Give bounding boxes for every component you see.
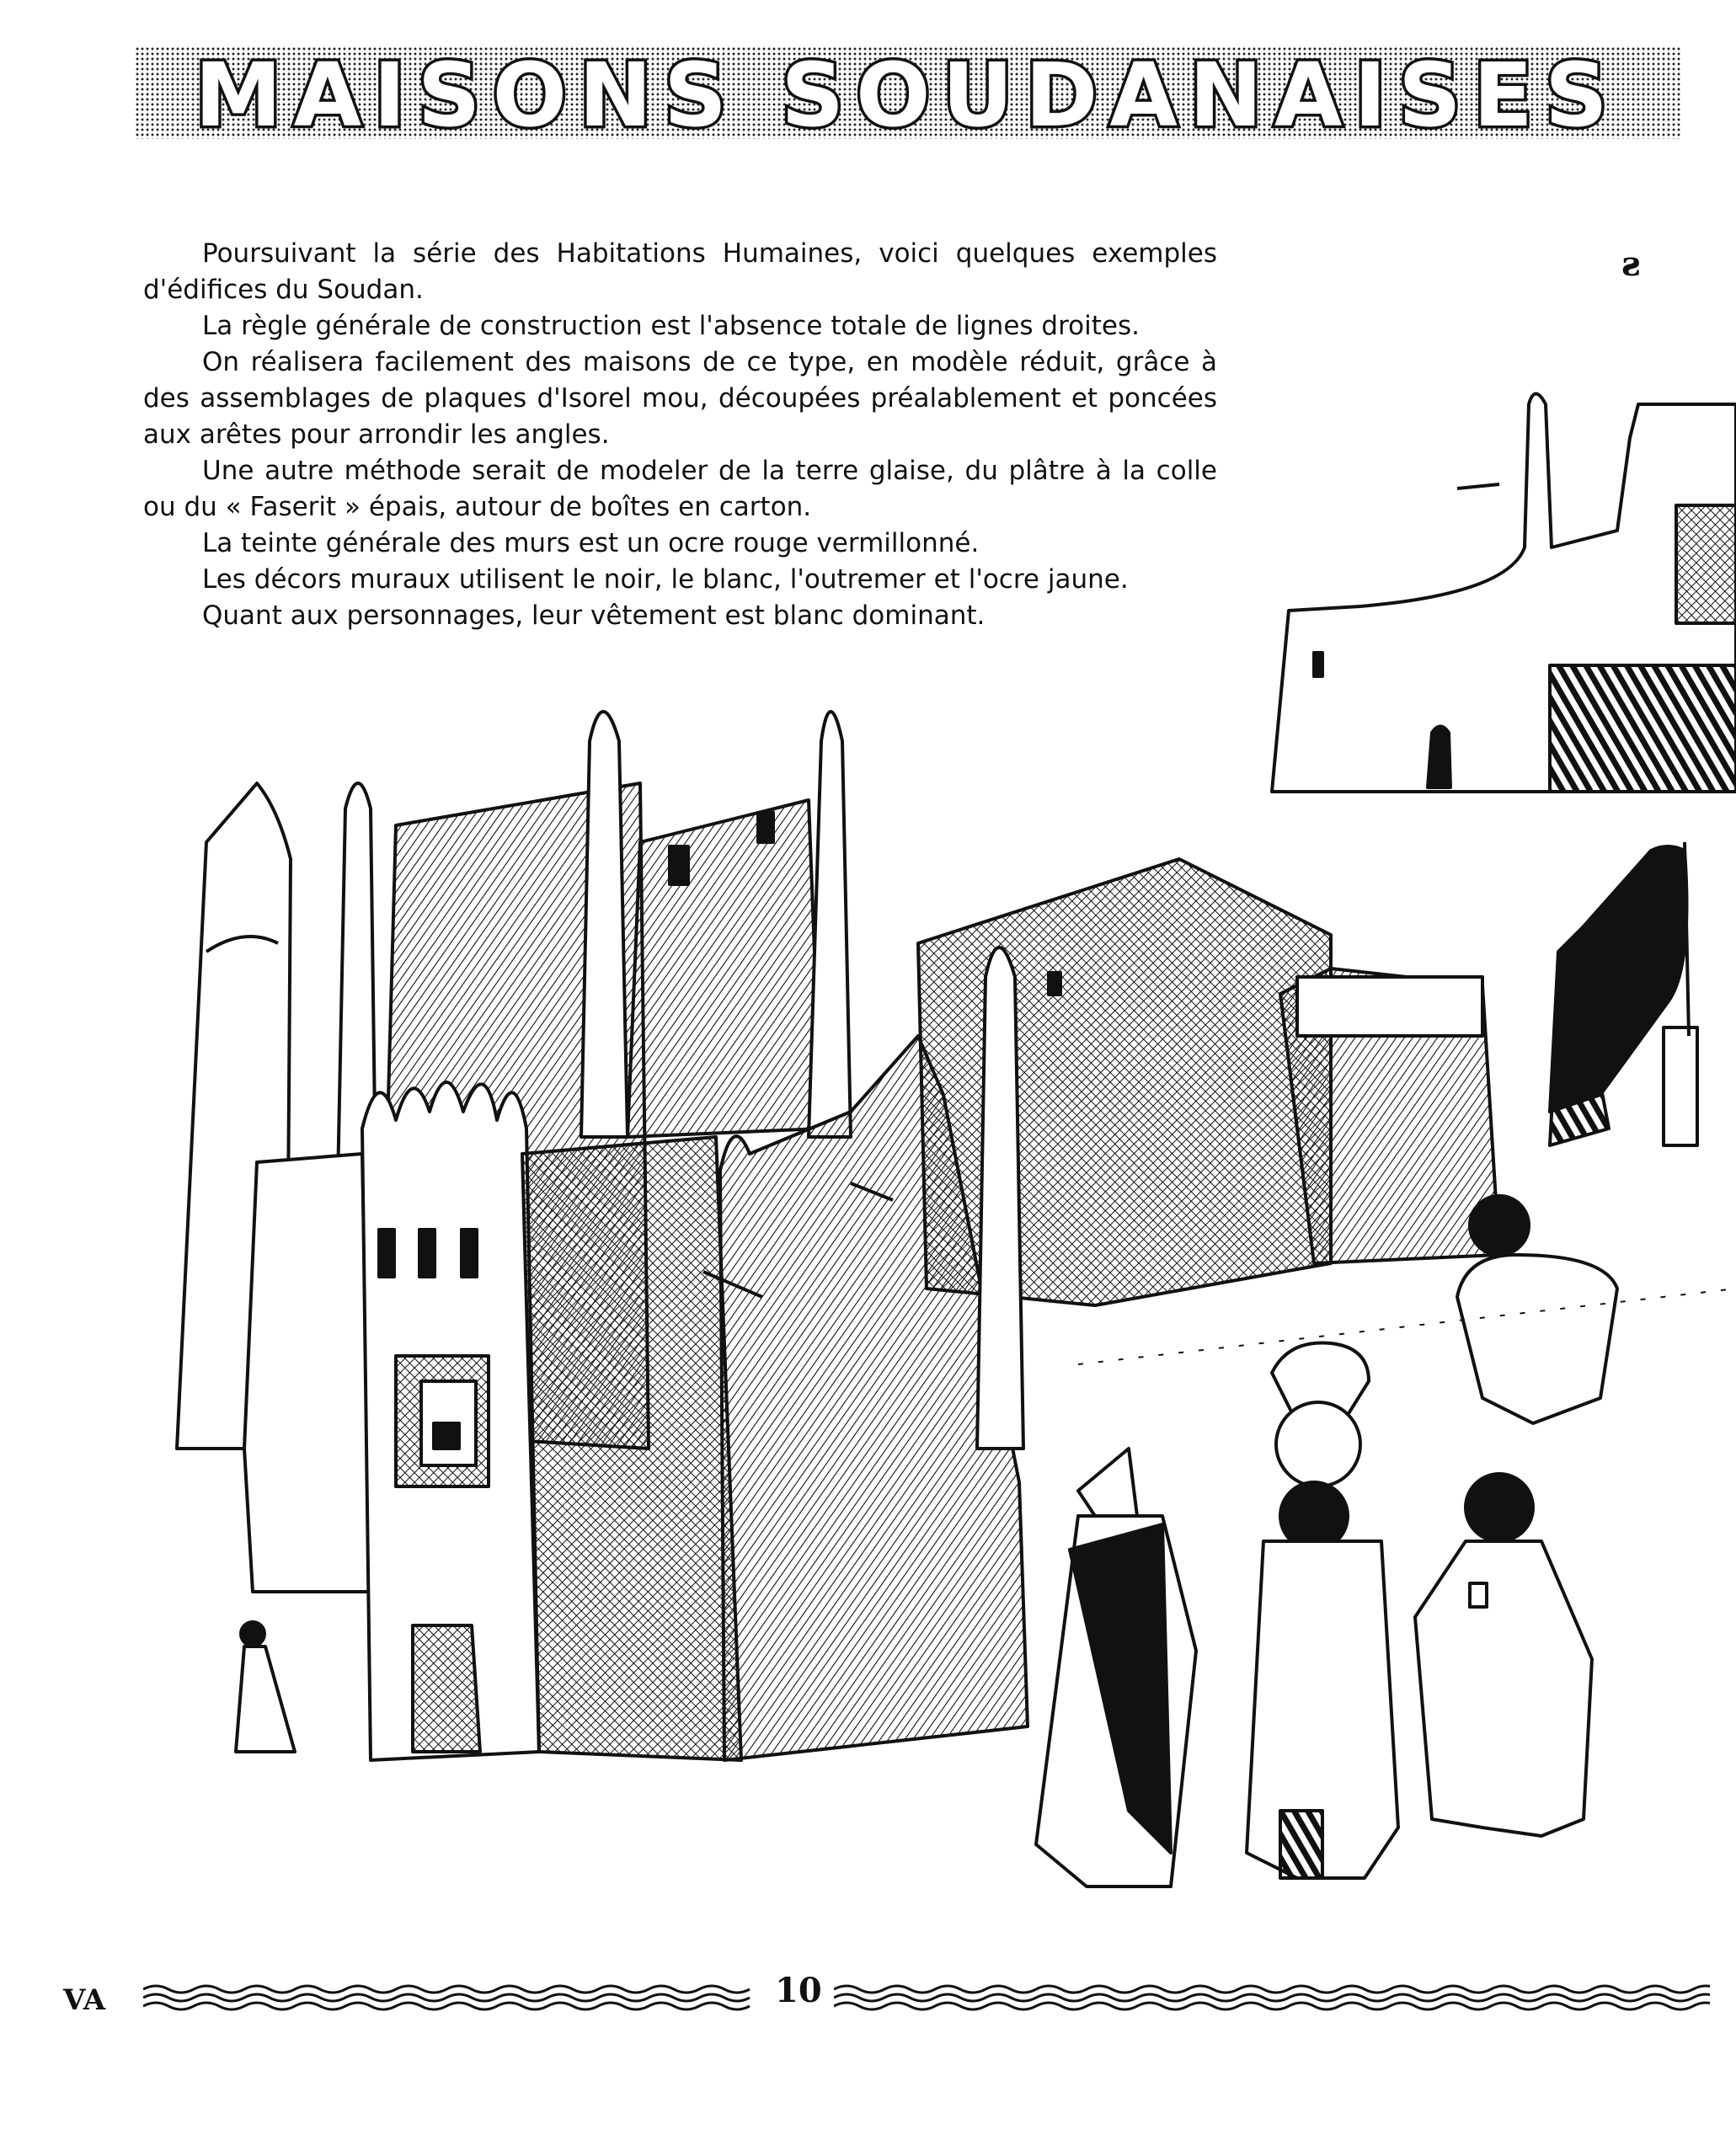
footer-left-mark: VA xyxy=(63,1983,106,2017)
paragraph: Les décors muraux utilisent le noir, le blanc, l'outremer et l'ocre jaune. xyxy=(202,564,1129,595)
paragraph: On réalisera facilement des maisons de ce type, en modèle réduit, grâce à des assemblages de plaques d'Isorel mou, découpées préalablement et poncées aux arêtes pour arrondir les angles. xyxy=(143,347,1217,450)
small-figure-left xyxy=(236,1622,295,1752)
figure-water-carrier xyxy=(1247,1342,1398,1878)
footer-wave-left xyxy=(143,1981,758,2015)
page-number: 10 xyxy=(775,1971,822,2010)
paragraph: La règle générale de construction est l'absence totale de lignes droites. xyxy=(202,311,1140,341)
figure-white-robe xyxy=(1415,1474,1592,1836)
paragraph: La teinte générale des murs est un ocre rouge vermillonné. xyxy=(202,528,980,558)
paragraph: Poursuivant la série des Habitations Humaines, voici quelques exemples d'édifices du Soudan. xyxy=(143,238,1217,305)
footer-wave-right xyxy=(834,1981,1710,2015)
figure-with-pot xyxy=(1457,1196,1617,1423)
small-house-top-right xyxy=(1272,394,1736,792)
page-title: MAISONS SOUDANAISES xyxy=(195,46,1620,139)
figure-dark-robe xyxy=(1036,1449,1196,1886)
figure-with-staff xyxy=(1550,842,1697,1145)
paragraph: Une autre méthode serait de modeler de la terre glaise, du plâtre à la colle ou du « Faserit » épais, autour de boîtes en carton. xyxy=(143,456,1217,522)
paragraph: Quant aux personnages, leur vêtement est blanc dominant. xyxy=(202,600,986,631)
stray-glyph: ƨ xyxy=(1621,244,1641,284)
